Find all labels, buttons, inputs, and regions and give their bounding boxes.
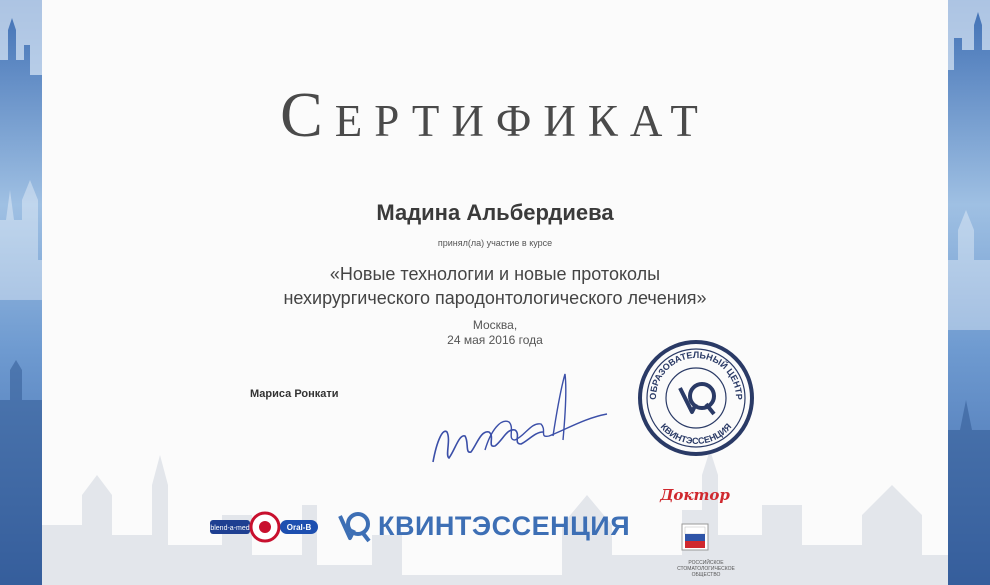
recipient-name: Мадина Альбердиева: [376, 200, 614, 225]
brand-name: КВИНТЭССЕНЦИЯ: [378, 510, 631, 541]
signer-name: Мариса Ронкати: [250, 388, 339, 400]
sponsor-logos-left: [210, 508, 320, 548]
seal-bottom-text: КВИНТЭССЕНЦИЯ: [658, 421, 734, 447]
participation-caption: принял(ла) участие в курсе: [437, 238, 553, 248]
course-title: [0, 262, 990, 310]
place-and-date: [0, 318, 990, 348]
oral-b-logo-text: Oral-B: [286, 523, 312, 532]
seal-top-text: ОБРАЗОВАТЕЛЬНЫЙ ЦЕНТР: [647, 349, 745, 400]
course-title-line1: «Новые технологии и новые протоколы: [329, 264, 661, 284]
sponsor-logos-right: [655, 484, 755, 564]
school-seal: [636, 338, 756, 458]
blend-a-med-logo-text: blend-a-med: [210, 525, 250, 532]
city: Москва,: [472, 318, 518, 332]
doctor-script-logo: Доктор: [660, 486, 730, 504]
quintessence-mark-icon: [336, 508, 372, 544]
course-title-line2: нехирургического пародонтологического лечения»: [283, 288, 707, 308]
svg-text:ОБРАЗОВАТЕЛЬНЫЙ ЦЕНТР: [648, 350, 744, 400]
quintessence-logo: [336, 508, 630, 544]
svg-text:КВИНТЭССЕНЦИЯ: [659, 422, 734, 447]
certificate-title: Сертификат: [280, 79, 710, 150]
date: 24 мая 2016 года: [447, 333, 543, 347]
sponsor-right-caption: РОССИЙСКОЕ СТОМАТОЛОГИЧЕСКОЕ ОБЩЕСТВО: [677, 560, 735, 578]
signature: [425, 370, 615, 470]
